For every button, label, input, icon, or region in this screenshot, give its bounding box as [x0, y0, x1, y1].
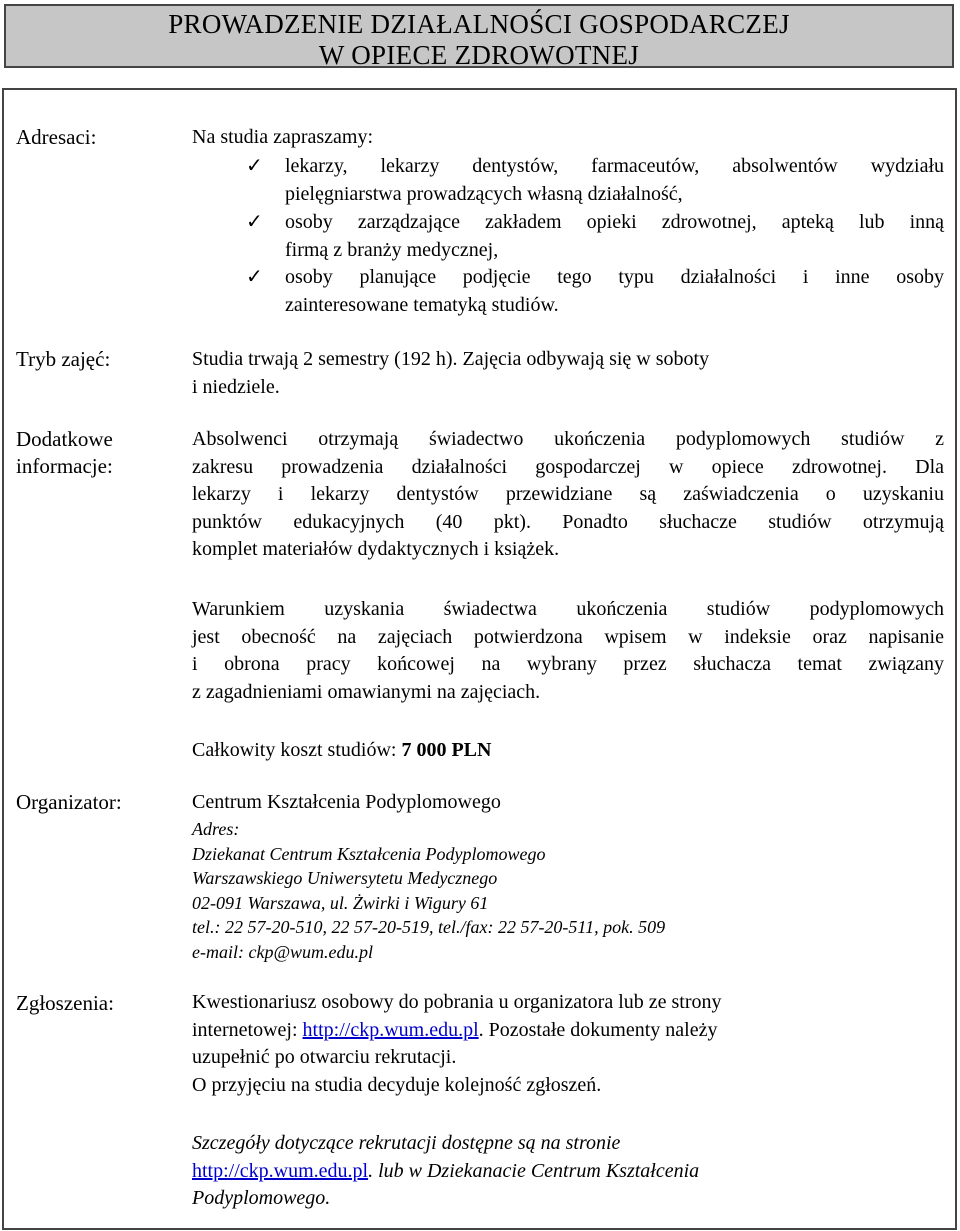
total-cost: [192, 737, 944, 765]
adresaci-item-2-line-1: osoby zarządzające zakładem opieki zdrowotnej, apteką lub inną: [285, 211, 944, 233]
check-icon: ✓: [246, 153, 263, 177]
label-organizator: Organizator:: [16, 790, 122, 814]
zgloszenia-line-2-after: . Pozostałe dokumenty należy: [478, 1018, 718, 1041]
dodatkowe-p1-line-2: zakresu prowadzenia działalności gospodarczej w opiece zdrowotnej. Dla: [192, 455, 944, 478]
adresaci-item-2: [285, 209, 944, 264]
total-cost-value: 7 000 PLN: [401, 739, 492, 761]
details-line-2-after: . lub w Dziekanacie Centrum Kształcenia: [368, 1159, 700, 1182]
page-title-line-1: PROWADZENIE DZIAŁALNOŚCI GOSPODARCZEJ: [168, 9, 790, 39]
organizator-address-line-1: Dziekanat Centrum Kształcenia Podyplomowego: [192, 843, 546, 864]
page-title-line-2: W OPIECE ZDROWOTNEJ: [318, 40, 640, 70]
label-dodatkowe-line-2: informacje:: [16, 454, 113, 478]
organizator-address-line-3: 02-091 Warszawa, ul. Żwirki i Wigury 61: [192, 892, 489, 913]
organizator-address-label: Adres:: [192, 819, 240, 839]
zgloszenia-line-2-before: internetowej:: [192, 1018, 303, 1041]
organizator-email[interactable]: e-mail: ckp@wum.edu.pl: [192, 941, 374, 962]
adresaci-item-1: [285, 153, 944, 208]
total-cost-label: Całkowity koszt studiów:: [192, 739, 402, 761]
zgloszenia-line-1: Kwestionariusz osobowy do pobrania u organizatora lub ze strony: [192, 991, 722, 1013]
details-line-2: [192, 1158, 944, 1186]
zgloszenia-line-2: [192, 1017, 944, 1045]
label-dodatkowe-informacje: [16, 426, 113, 480]
adresaci-item-1-line-1: lekarzy, lekarzy dentystów, farmaceutów, absolwentów wydziału: [285, 155, 944, 177]
dodatkowe-paragraph-1: [192, 426, 944, 564]
page-header: [4, 4, 954, 68]
dodatkowe-paragraph-2: [192, 596, 944, 706]
details-line-1: Szczegóły dotyczące rekrutacji dostępne są na stronie: [192, 1132, 621, 1154]
zgloszenia-text: [192, 989, 944, 1099]
zgloszenia-line-4: O przyjęciu na studia decyduje kolejność zgłoszeń.: [192, 1073, 602, 1096]
check-icon: ✓: [246, 209, 263, 233]
label-dodatkowe-line-1: Dodatkowe: [16, 427, 113, 451]
tryb-line-1: Studia trwają 2 semestry (192 h). Zajęcia odbywają się w soboty: [192, 348, 710, 370]
dodatkowe-p1-line-3: lekarzy i lekarzy dentystów przewidziane są zaświadczenia o uzyskaniu: [192, 483, 944, 505]
zgloszenia-line-3: uzupełnić po otwarciu rekrutacji.: [192, 1046, 457, 1068]
adresaci-item-1-line-2: pielęgniarstwa prowadzących własną działalność,: [285, 182, 683, 205]
adresaci-intro: Na studia zapraszamy:: [192, 126, 374, 148]
dodatkowe-p1-line-1: Absolwenci otrzymają świadectwo ukończenia podyplomowych studiów z: [192, 428, 944, 450]
organizator-address-line-2: Warszawskiego Uniwersytetu Medycznego: [192, 868, 498, 888]
ckp-website-link[interactable]: http://ckp.wum.edu.pl: [302, 1018, 479, 1041]
adresaci-item-3: [285, 264, 944, 319]
dodatkowe-p2-line-1: Warunkiem uzyskania świadectwa ukończenia studiów podyplomowych: [192, 598, 944, 620]
dodatkowe-p2-line-2: jest obecność na zajęciach potwierdzona wpisem w indeksie oraz napisanie: [192, 625, 944, 648]
dodatkowe-p1-line-5: komplet materiałów dydaktycznych i książek.: [192, 538, 560, 560]
organizator-address-block: [192, 817, 944, 964]
tryb-line-2: i niedziele.: [192, 375, 280, 398]
adresaci-item-2-line-2: firmą z branży medycznej,: [285, 238, 499, 261]
tryb-zajec-text: [192, 346, 944, 401]
ckp-details-link[interactable]: http://ckp.wum.edu.pl: [192, 1159, 369, 1182]
label-tryb-zajec: Tryb zajęć:: [16, 347, 111, 371]
dodatkowe-p2-line-4: z zagadnieniami omawianymi na zajęciach.: [192, 680, 541, 703]
dodatkowe-p1-line-4: punktów edukacyjnych (40 pkt). Ponadto słuchacze studiów otrzymują: [192, 510, 944, 533]
label-zgloszenia: Zgłoszenia:: [16, 991, 114, 1015]
organizator-name: Centrum Kształcenia Podyplomowego: [192, 791, 501, 813]
label-adresaci: Adresaci:: [16, 125, 97, 149]
zgloszenia-details: [192, 1130, 944, 1213]
adresaci-item-3-line-2: zainteresowane tematyką studiów.: [285, 293, 559, 316]
dodatkowe-p2-line-3: i obrona pracy końcowej na wybrany przez słuchacza temat związany: [192, 653, 944, 675]
check-icon: ✓: [246, 264, 263, 288]
adresaci-item-3-line-1: osoby planujące podjęcie tego typu działalności i inne osoby: [285, 266, 944, 288]
organizator-phone: tel.: 22 57-20-510, 22 57-20-519, tel./fax: 22 57-20-511, pok. 509: [192, 917, 666, 937]
details-line-3: Podyplomowego.: [192, 1187, 331, 1209]
